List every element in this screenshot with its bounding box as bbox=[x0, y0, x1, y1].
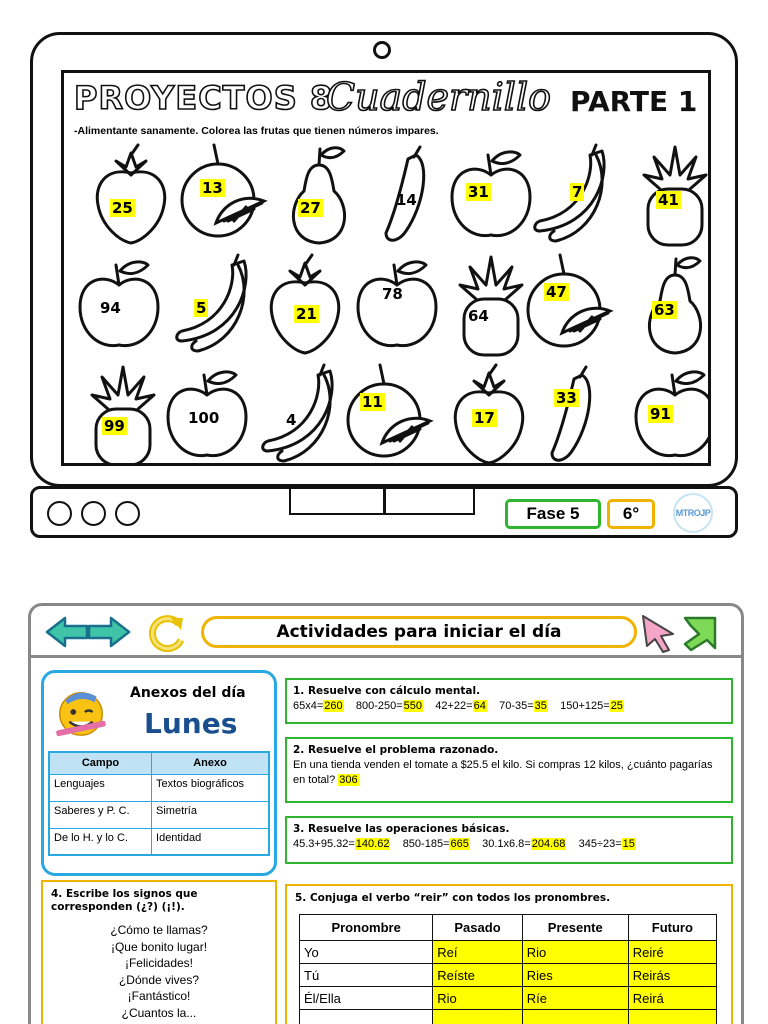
present-cell: Rio bbox=[522, 941, 628, 964]
pronoun-cell: Yo bbox=[300, 941, 433, 964]
strawberry-icon bbox=[86, 145, 176, 245]
question-title: 5. Conjuga el verbo “reir” con todos los pronombres. bbox=[295, 892, 611, 904]
op: 150+125= bbox=[560, 700, 610, 712]
list-item: ¿Dónde vives? bbox=[118, 972, 200, 987]
answer: 15 bbox=[622, 838, 635, 850]
present-cell: Ries bbox=[522, 964, 628, 987]
smiley-pencil-icon bbox=[52, 683, 110, 741]
annex-anexo-cell: Textos biográficos bbox=[152, 774, 269, 801]
laptop-base bbox=[30, 486, 738, 538]
answer: 64 bbox=[473, 700, 486, 712]
annex-campo-cell: Saberes y P. C. bbox=[49, 801, 152, 828]
fruit-number: 21 bbox=[296, 305, 317, 323]
banana-icon bbox=[254, 365, 344, 465]
op: 850-185= bbox=[402, 838, 450, 850]
apple-icon bbox=[352, 255, 442, 355]
present-cell bbox=[522, 1010, 628, 1024]
question-title: 4. Escribe los signos que corresponden (¿?) (¡!). bbox=[51, 888, 198, 913]
question-1 bbox=[285, 678, 733, 724]
fruit-number: 4 bbox=[286, 411, 297, 429]
annex-col-anexo: Anexo bbox=[152, 752, 269, 774]
cursor-arrow-icon[interactable] bbox=[639, 612, 679, 654]
op: 30.1x6.8= bbox=[482, 838, 531, 850]
table-row bbox=[49, 801, 269, 828]
table-row bbox=[49, 774, 269, 801]
question-3 bbox=[285, 816, 733, 864]
question-title: 1. Resuelve con cálculo mental. bbox=[293, 685, 481, 697]
answer: 306 bbox=[339, 774, 358, 786]
past-cell bbox=[433, 1010, 523, 1024]
answer: 204.68 bbox=[531, 838, 566, 850]
answer: 550 bbox=[403, 700, 423, 712]
table-row bbox=[300, 964, 717, 987]
banana-icon bbox=[168, 255, 258, 355]
pronoun-cell bbox=[300, 1010, 433, 1024]
answer: 665 bbox=[450, 838, 469, 850]
question-4 bbox=[41, 880, 277, 1024]
pronoun-cell: Tú bbox=[300, 964, 433, 987]
future-cell: Reirá bbox=[628, 987, 716, 1010]
cover-title-cuadernillo: Cuadernillo bbox=[326, 75, 551, 119]
annex-panel bbox=[41, 670, 277, 876]
answer: 140.62 bbox=[355, 838, 390, 850]
future-cell bbox=[628, 1010, 716, 1024]
fruit-number: 11 bbox=[362, 393, 383, 411]
question-5 bbox=[285, 884, 733, 1024]
author-logo: MTROJP bbox=[673, 493, 713, 533]
fruit-number: 100 bbox=[188, 409, 220, 427]
fruit-number: 13 bbox=[202, 179, 223, 197]
past-cell: Reíste bbox=[433, 964, 523, 987]
fruit-number: 63 bbox=[654, 301, 675, 319]
present-cell: Ríe bbox=[522, 987, 628, 1010]
fruit-number: 31 bbox=[468, 183, 489, 201]
fruit-number: 27 bbox=[300, 199, 321, 217]
question-title: 2. Resuelve el problema razonado. bbox=[293, 744, 499, 756]
cover-title-parte: PARTE 1 bbox=[570, 85, 698, 118]
op: 45.3+95.32= bbox=[293, 838, 355, 850]
list-item: ¡Que bonito lugar! bbox=[110, 939, 208, 954]
cover-title-proyectos: PROYECTOS 8 bbox=[74, 79, 334, 117]
fruit-number: 99 bbox=[104, 417, 125, 435]
pear-icon bbox=[274, 145, 364, 245]
problem-text: En una tienda venden el tomate a $25.5 el kilo. Si compras 12 kilos, ¿cuánto pagarías en total? bbox=[293, 759, 713, 786]
grado-badge: 6° bbox=[607, 499, 655, 529]
table-row bbox=[300, 987, 717, 1010]
fruit-number: 7 bbox=[572, 183, 583, 201]
fruit-number: 33 bbox=[556, 389, 577, 407]
circle-icon bbox=[81, 501, 106, 526]
cover-instruction: -Alimentante sanamente. Colorea las frutas que tienen números impares. bbox=[74, 125, 439, 137]
future-cell: Reirás bbox=[628, 964, 716, 987]
worksheet-topbar bbox=[31, 606, 741, 658]
worksheet bbox=[28, 603, 744, 1024]
orange-icon bbox=[522, 255, 612, 355]
refresh-icon[interactable] bbox=[147, 614, 187, 652]
pineapple-icon bbox=[78, 365, 168, 465]
circle-icon bbox=[115, 501, 140, 526]
pronoun-cell: Él/Ella bbox=[300, 987, 433, 1010]
fruit-number: 17 bbox=[474, 409, 495, 427]
table-row bbox=[300, 941, 717, 964]
col-header: Pasado bbox=[433, 915, 523, 941]
activities-banner: Actividades para iniciar el día bbox=[201, 616, 637, 648]
fruit-number: 5 bbox=[196, 299, 207, 317]
fruit-number: 25 bbox=[112, 199, 133, 217]
annex-heading: Anexos del día bbox=[130, 685, 246, 701]
col-header: Futuro bbox=[628, 915, 716, 941]
op: 800-250= bbox=[355, 700, 403, 712]
apple-icon bbox=[446, 145, 536, 245]
list-item: ¿Cómo te llamas? bbox=[110, 923, 208, 937]
op: 70-35= bbox=[499, 700, 534, 712]
fruit-number: 14 bbox=[396, 191, 417, 209]
annex-day: Lunes bbox=[144, 707, 238, 740]
fase-badge: Fase 5 bbox=[505, 499, 601, 529]
circle-icon bbox=[47, 501, 72, 526]
answer: 25 bbox=[610, 700, 623, 712]
op: 42+22= bbox=[435, 700, 473, 712]
col-header: Presente bbox=[522, 915, 628, 941]
fruit-number: 64 bbox=[468, 307, 489, 325]
fruit-number: 94 bbox=[100, 299, 121, 317]
camera-icon bbox=[373, 41, 391, 59]
punctuation-list bbox=[51, 922, 267, 1021]
fruit-number: 41 bbox=[658, 191, 679, 209]
past-cell: Rio bbox=[433, 987, 523, 1010]
question-title: 3. Resuelve las operaciones básicas. bbox=[293, 823, 510, 835]
op: 345÷23= bbox=[578, 838, 622, 850]
list-item: ¡Felicidades! bbox=[124, 956, 194, 970]
laptop-frame bbox=[30, 32, 738, 487]
op: 65x4= bbox=[293, 700, 324, 712]
touchpad bbox=[289, 487, 475, 515]
annex-campo-cell: De lo H. y lo C. bbox=[49, 828, 152, 855]
list-item: ¿Cuantos la... bbox=[121, 1005, 197, 1020]
answer: 260 bbox=[324, 700, 343, 712]
annex-anexo-cell: Identidad bbox=[152, 828, 269, 855]
annex-anexo-cell: Simetría bbox=[152, 801, 269, 828]
cover-screen bbox=[61, 70, 711, 466]
annex-table bbox=[48, 751, 270, 856]
col-header: Pronombre bbox=[300, 915, 433, 941]
fruit-number: 78 bbox=[382, 285, 403, 303]
answer: 35 bbox=[534, 700, 547, 712]
chili-icon bbox=[530, 365, 620, 465]
orange-icon bbox=[342, 365, 432, 465]
fruit-number: 47 bbox=[546, 283, 567, 301]
future-cell: Reiré bbox=[628, 941, 716, 964]
return-arrow-icon[interactable] bbox=[681, 614, 721, 652]
table-row bbox=[300, 1010, 717, 1024]
list-item: ¡Fantástico! bbox=[127, 989, 191, 1003]
conjugation-table bbox=[299, 914, 717, 1024]
question-2 bbox=[285, 737, 733, 803]
annex-col-campo: Campo bbox=[49, 752, 152, 774]
fruit-number: 91 bbox=[650, 405, 671, 423]
table-row bbox=[49, 828, 269, 855]
back-forward-arrows-icon[interactable] bbox=[43, 614, 133, 650]
annex-campo-cell: Lenguajes bbox=[49, 774, 152, 801]
past-cell: Reí bbox=[433, 941, 523, 964]
